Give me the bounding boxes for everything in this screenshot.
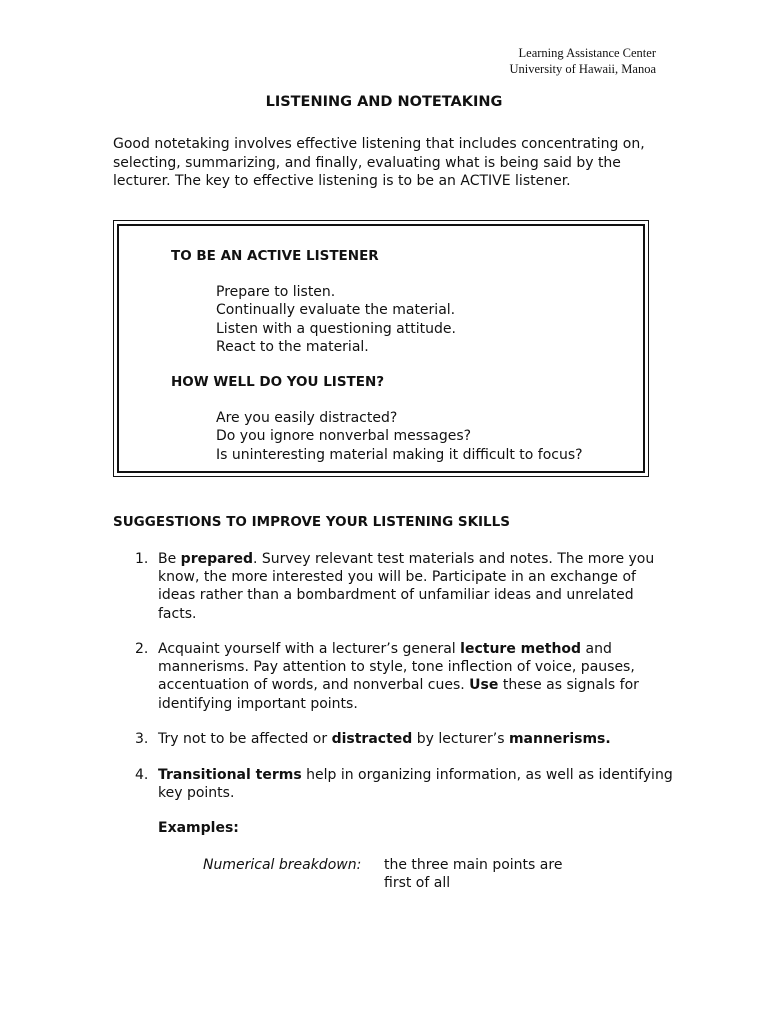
text-run: help in organizing information, as well as identifying bbox=[301, 767, 673, 783]
item-line bbox=[158, 640, 655, 658]
institution-header bbox=[510, 45, 657, 77]
how-well-heading: HOW WELL DO YOU LISTEN? bbox=[171, 374, 385, 390]
item-line bbox=[158, 766, 673, 784]
header-line-center: Learning Assistance Center bbox=[518, 46, 656, 60]
example-term: Numerical breakdown: bbox=[203, 857, 362, 873]
item-line: key points. bbox=[158, 785, 235, 802]
active-listener-heading: TO BE AN ACTIVE LISTENER bbox=[171, 248, 379, 264]
text-run: accentuation of words, and nonverbal cues. bbox=[158, 677, 470, 694]
list-item: Prepare to listen. bbox=[216, 284, 336, 300]
active-listener-list bbox=[216, 283, 456, 356]
item-line: identifying important points. bbox=[158, 695, 358, 712]
item-number: 3. bbox=[135, 731, 149, 747]
item-number: 4. bbox=[135, 767, 149, 783]
text-run: by lecturer’s bbox=[412, 731, 509, 747]
item-line: know, the more interested you will be. Participate in an exchange of bbox=[158, 569, 636, 586]
how-well-list bbox=[216, 409, 583, 464]
item-line: facts. bbox=[158, 605, 197, 622]
bold-term: lecture method bbox=[460, 641, 582, 657]
suggestions-heading: SUGGESTIONS TO IMPROVE YOUR LISTENING SKILLS bbox=[113, 514, 510, 530]
list-item: Do you ignore nonverbal messages? bbox=[216, 428, 472, 445]
active-listener-box bbox=[113, 220, 649, 477]
item-line bbox=[158, 550, 655, 568]
example-values bbox=[384, 856, 562, 892]
intro-line: selecting, summarizing, and finally, evaluating what is being said by the bbox=[113, 154, 621, 171]
header-line-university: University of Hawaii, Manoa bbox=[509, 62, 656, 76]
list-item: Continually evaluate the material. bbox=[216, 302, 456, 319]
text-run: Try not to be affected or bbox=[158, 731, 332, 747]
suggestion-item-3 bbox=[135, 730, 655, 748]
suggestion-item-2 bbox=[135, 640, 655, 713]
list-item: Listen with a questioning attitude. bbox=[216, 320, 456, 337]
bold-term: Transitional terms bbox=[158, 767, 302, 783]
list-item: React to the material. bbox=[216, 338, 369, 355]
text-run: Be bbox=[158, 551, 181, 567]
item-line: mannerisms. Pay attention to style, tone inflection of voice, pauses, bbox=[158, 659, 635, 676]
text-run: Acquaint yourself with a lecturer’s general bbox=[158, 641, 461, 657]
list-item: Is uninteresting material making it difficult to focus? bbox=[216, 446, 583, 463]
item-line bbox=[158, 676, 655, 694]
bold-term: prepared bbox=[180, 551, 253, 567]
bold-term: Use bbox=[469, 677, 499, 694]
bold-term: distracted bbox=[331, 731, 413, 747]
intro-paragraph bbox=[113, 135, 658, 191]
text-run: and bbox=[581, 641, 612, 657]
bold-term: mannerisms. bbox=[508, 731, 611, 747]
list-item: Are you easily distracted? bbox=[216, 410, 398, 426]
item-line: ideas rather than a bombardment of unfamiliar ideas and unrelated bbox=[158, 587, 634, 604]
document-title: LISTENING AND NOTETAKING bbox=[265, 94, 503, 110]
intro-line: Good notetaking involves effective listening that includes concentrating on, bbox=[113, 136, 645, 152]
suggestion-item-1 bbox=[135, 550, 655, 623]
example-value: first of all bbox=[384, 875, 451, 891]
text-run: . Survey relevant test materials and notes. The more you bbox=[252, 551, 655, 567]
intro-line: lecturer. The key to effective listening is to be an ACTIVE listener. bbox=[113, 173, 571, 189]
box-inner-border bbox=[117, 224, 645, 473]
item-line bbox=[158, 730, 655, 748]
examples-label: Examples: bbox=[158, 820, 239, 836]
text-run: these as signals for bbox=[498, 677, 639, 694]
example-value: the three main points are bbox=[384, 857, 563, 873]
item-number: 1. bbox=[135, 551, 149, 567]
item-number: 2. bbox=[135, 641, 149, 657]
suggestion-item-4 bbox=[135, 766, 673, 802]
